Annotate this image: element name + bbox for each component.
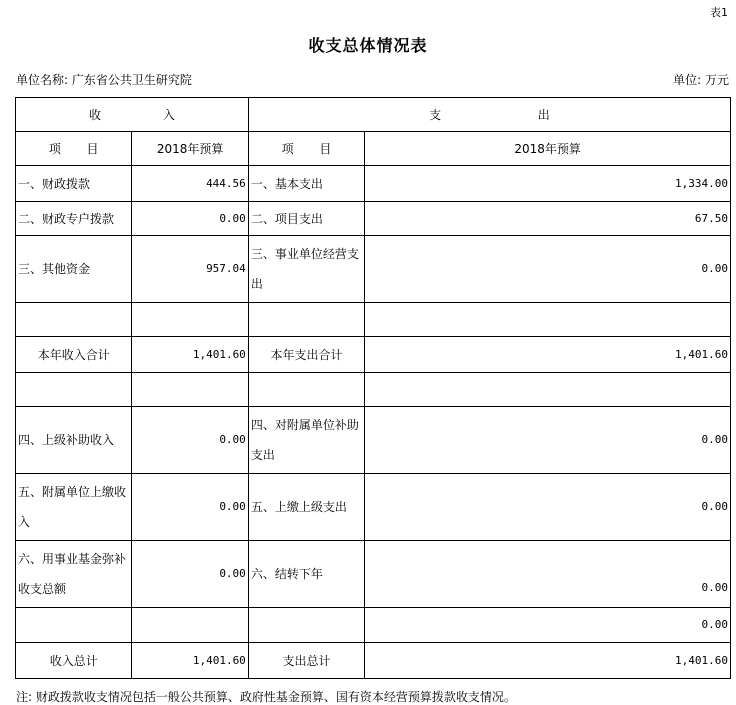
income-total-label: 收入总计	[16, 643, 132, 679]
income-value	[132, 608, 248, 643]
expense-item: 四、对附属单位补助支出	[248, 407, 364, 474]
income-item: 四、上级补助收入	[16, 407, 132, 474]
table-row	[16, 407, 731, 474]
item-char1: 项	[281, 141, 294, 156]
income-subtotal-label: 本年收入合计	[16, 337, 132, 373]
expense-value	[365, 303, 731, 337]
currency-unit: 单位: 万元	[673, 73, 729, 87]
budget-table	[15, 97, 731, 679]
income-item: 三、其他资金	[16, 236, 132, 303]
income-value: 0.00	[132, 407, 248, 474]
expense-item: 二、项目支出	[248, 202, 364, 236]
table-row	[16, 166, 731, 202]
table-row	[16, 474, 731, 541]
table-row	[16, 236, 731, 303]
income-subtotal-value: 1,401.60	[132, 337, 248, 373]
income-item: 二、财政专户拨款	[16, 202, 132, 236]
income-total-value: 1,401.60	[132, 643, 248, 679]
expense-item: 六、结转下年	[248, 541, 364, 608]
item-char1: 项	[48, 141, 61, 156]
table-row	[16, 608, 731, 643]
expense-item: 三、事业单位经营支出	[248, 236, 364, 303]
income-value: 0.00	[132, 474, 248, 541]
expense-item	[248, 608, 364, 643]
expense-item: 五、上缴上级支出	[248, 474, 364, 541]
expense-value: 0.00	[365, 236, 731, 303]
income-value	[132, 373, 248, 407]
expense-value	[365, 373, 731, 407]
expense-value: 0.00	[365, 474, 731, 541]
income-item	[16, 373, 132, 407]
table-row	[16, 202, 731, 236]
table-row	[16, 303, 731, 337]
income-item	[16, 608, 132, 643]
income-item: 一、财政拨款	[16, 166, 132, 202]
income-item: 六、用事业基金弥补收支总额	[16, 541, 132, 608]
table-row	[16, 337, 731, 373]
expense-value: 67.50	[365, 202, 731, 236]
item-char2: 目	[319, 141, 332, 156]
unit-info-row	[16, 71, 729, 87]
table-row	[16, 541, 731, 608]
income-header-char1: 收	[88, 107, 101, 122]
income-value: 957.04	[132, 236, 248, 303]
income-item-header	[16, 132, 132, 166]
item-char2: 目	[86, 141, 99, 156]
table-row	[16, 373, 731, 407]
page-title: 收支总体情况表	[308, 36, 428, 55]
table-header-row	[16, 98, 731, 132]
column-header-row	[16, 132, 731, 166]
income-value: 444.56	[132, 166, 248, 202]
expense-total-value: 1,401.60	[365, 643, 731, 679]
expense-value: 0.00	[365, 407, 731, 474]
expense-value: 1,334.00	[365, 166, 731, 202]
income-item: 五、附属单位上缴收入	[16, 474, 132, 541]
expense-header-char2: 出	[537, 107, 550, 122]
table-number: 表1	[710, 6, 728, 19]
income-value: 0.00	[132, 541, 248, 608]
expense-budget-header: 2018年预算	[365, 132, 731, 166]
footnote: 注: 财政拨款收支情况包括一般公共预算、政府性基金预算、国有资本经营预算拨款收支情况。	[16, 690, 516, 704]
unit-name: 单位名称: 广东省公共卫生研究院	[16, 73, 192, 87]
expense-subtotal-value: 1,401.60	[365, 337, 731, 373]
expense-item	[248, 303, 364, 337]
income-value	[132, 303, 248, 337]
income-item	[16, 303, 132, 337]
expense-item: 一、基本支出	[248, 166, 364, 202]
income-header	[16, 98, 249, 132]
table-row	[16, 643, 731, 679]
expense-header-char1: 支	[429, 107, 442, 122]
expense-total-label: 支出总计	[248, 643, 364, 679]
income-value: 0.00	[132, 202, 248, 236]
income-header-char2: 入	[162, 107, 175, 122]
expense-value: 0.00	[365, 541, 731, 608]
expense-item-header	[248, 132, 364, 166]
expense-subtotal-label: 本年支出合计	[248, 337, 364, 373]
income-budget-header: 2018年预算	[132, 132, 248, 166]
expense-item	[248, 373, 364, 407]
expense-value: 0.00	[365, 608, 731, 643]
expense-header	[248, 98, 730, 132]
